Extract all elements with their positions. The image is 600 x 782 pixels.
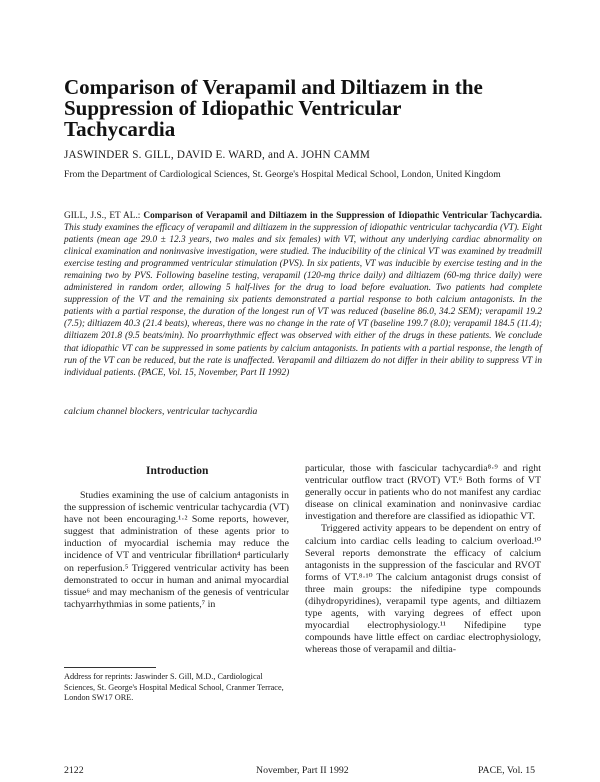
page-number: 2122 — [64, 765, 84, 776]
intro-right-column — [305, 463, 541, 657]
abstract — [64, 210, 542, 379]
keywords: calcium channel blockers, ventricular tachycardia — [64, 406, 258, 417]
section-heading-introduction: Introduction — [146, 465, 209, 477]
article-title — [64, 77, 494, 140]
intro-right-paragraph-2: Triggered activity appears to be dependent on entry of calcium into cardiac cells leading to calcium overload.¹⁰ Several reports demonstrate the efficacy of calcium antagonists in the suppression of the fascicular and RVOT forms of VT.⁸·¹⁰ The calcium antagonist drugs consist of three main groups: the nifedipine type compounds (dihydropyridines), verapamil type agents, and diltiazem type agents, with varying degrees of effect upon myocardial electrophysiology.¹¹ Nifedipine type compounds have little effect on cardiac electrophysiology, whereas those of verapamil and diltia- — [305, 523, 541, 656]
abstract-lead-authors: GILL, J.S., — [64, 211, 107, 221]
abstract-body: This study examines the efficacy of verapamil and diltiazem in the suppression of idiopathic ventricular tachycardia (VT). Eight patients (mean age 29.0 ± 12.3 years, two males and six females) with VT, without any underlying cardiac abnormality on clinical examination and noninvasive investigation, were studied. The inducibility of the clinical VT was examined by treadmill exercise testing and programmed ventricular stimulation (PVS). In six patients, VT was inducible by exercise testing and in the remaining two by PVS. Following baseline testing, verapamil (120-mg thrice daily) and diltiazem (60-mg thrice daily) were administered in random order, allowing 5 half-lives for the drug to load before evaluation. Two patients had complete suppression of the VT and the remaining six patients demonstrated a partial response to both calcium antagonists. In the patients with a partial response, the duration of the longest run of VT was reduced (baseline 86.0, 34.2 SEM); verapamil 19.2 (7.5); diltiazem 40.3 (21.4 beats), whereas, there was no change in the rate of VT (baseline 199.7 (8.0); verapamil 184.5 (11.4); diltiazem 201.8 (9.5 beats/min). No proarrhythmic effect was observed with either of the drugs in these patients. We conclude that idiopathic VT can be suppressed in some patients by calcium antagonists. In patients with a partial response, the length of run of the VT can be reduced, but the rate is unaffected. Verapamil and diltiazem do not differ in their ability to suppress VT in individual patients. (PACE, Vol. 15, November, Part II 1992) — [64, 223, 542, 378]
abstract-lead-title: Comparison of Verapamil and Diltiazem in the Suppression of Idiopathic Ventricular Tachycardia. — [143, 211, 542, 221]
footnote-divider — [64, 667, 156, 668]
affiliation: From the Department of Cardiological Sciences, St. George's Hospital Medical School, London, United Kingdom — [64, 169, 501, 180]
journal-volume: PACE, Vol. 15 — [478, 765, 535, 776]
reprint-footnote: Address for reprints: Jaswinder S. Gill, M.D., Cardiological Sciences, St. George's Hospital Medical School, Cranmer Terrace, London SW17 ORE. — [64, 672, 284, 703]
issue-date: November, Part II 1992 — [256, 765, 349, 776]
title-line-2: Suppression of Idiopathic Ventricular — [64, 96, 402, 120]
title-line-1: Comparison of Verapamil and Diltiazem in the — [64, 75, 483, 99]
intro-right-paragraph-1: particular, those with fascicular tachycardia⁸·⁹ and right ventricular outflow tract (RVOT) VT.⁶ Both forms of VT generally occur in patients who do not manifest any cardiac disease on clinical examination and noninvasive cardiac investigation and therefore are classified as idiopathic VT. — [305, 463, 541, 523]
title-line-3: Tachycardia — [64, 117, 176, 141]
intro-left-column: Studies examining the use of calcium antagonists in the suppression of ischemic ventricular tachycardia (VT) have not been encouraging.¹·² Some reports, however, suggest that administration of these agents prior to induction of myocardial ischemia may reduce the incidence of VT and ventricular fibrillation⁴ particularly on reperfusion.⁵ Triggered ventricular activity has been demonstrated to occur in human and animal myocardial tissue⁶ and may mechanism of the genesis of ventricular tachyarrhythmias in some patients,⁷ in — [64, 490, 289, 610]
author-list: JASWINDER S. GILL, DAVID E. WARD, and A. JOHN CAMM — [64, 149, 371, 161]
abstract-lead-etal: ET AL.: — [109, 211, 141, 221]
